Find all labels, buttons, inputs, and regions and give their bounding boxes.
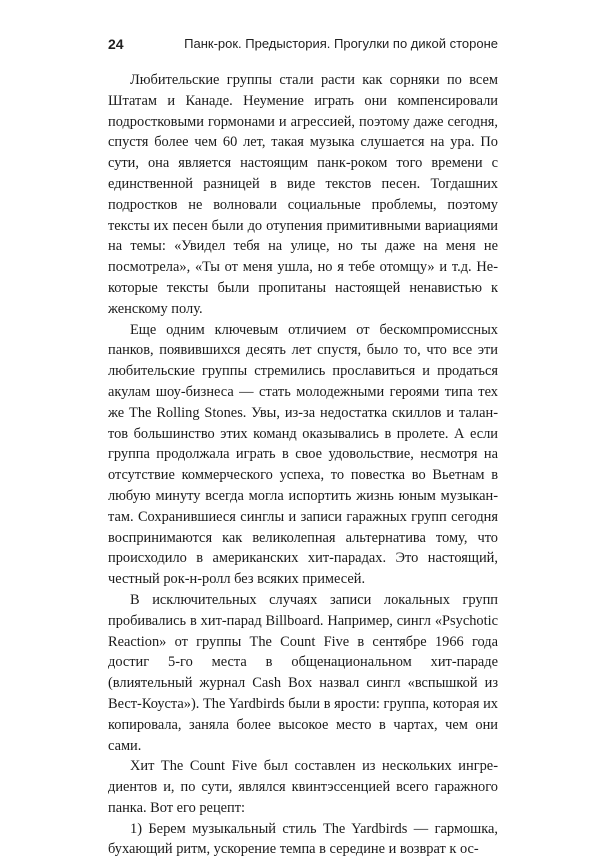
paragraph: Еще одним ключевым отличием от бескомпромиссных панков, появившихся десять лет спустя, было то, что все эти любительские группы стремились прославиться и продаться акулам шоу-бизнеса — стать молодежными героями типа тех же The Rolling Stones. Увы, из-за недостатка скиллов и талантов большинство этих команд оказывались в пролете. А если группа продолжала играть в свое удовольствие, несмотря на отсутствие коммерческого успеха, то повестка во Вьетнам в любую минуту всегда могла испортить жизнь юным музыкантам. Сохранившиеся синглы и записи гаражных групп сегодня воспринимаются как великолепная альтернатива тому, что происходило в американских хит-парадах. Это настоящий, честный рок-н-ролл без всяких примесей. <box>108 321 498 588</box>
paragraph: Любительские группы стали расти как сорняки по всем Штатам и Канаде. Неумение играть они компенсировали подростковыми гормонами и агрессией, поэтому даже сегодня, спустя более чем 60 лет, такая музыка слушается на ура. По сути, она является настоящим панк-роком того времени с единственной разницей в виде текстов песен. Тогдашних подростков не волновали социальные проблемы, поэтому тексты их песен были до отупения примитивными вариациями на темы: «Увидел тебя на улице, но ты даже на меня не посмотрела», «Ты от меня ушла, но я тебе отомщу» и т.д. Некоторые тексты были пропитаны настоящей ненавистью к женскому полу. <box>108 72 498 317</box>
page-number: 24 <box>108 36 124 52</box>
paragraph: Хит The Count Five был составлен из нескольких ингредиентов и, по сути, являлся квинтэссенцией всего гаражного панка. Вот его рецепт: <box>108 758 498 816</box>
body-text <box>108 70 498 860</box>
paragraph: В исключительных случаях записи локальных групп пробивались в хит-парад Billboard. Например, сингл «Psychotic Reaction» от группы The Count Five в сентябре 1966 года достиг 5-го места в общенациональном хит-параде (влиятельный журнал Cash Box назвал сингл «вспышкой из Вест-Коуста»). The Yardbirds были в ярости: группа, которая их копировала, заняла более высокое место в чартах, чем они сами. <box>108 591 498 754</box>
running-header <box>108 36 498 54</box>
running-title: Панк-рок. Предыстория. Прогулки по дикой стороне <box>184 36 498 51</box>
paragraph: 1) Берем музыкальный стиль The Yardbirds — гармошка, бухающий ритм, ускорение темпа в середине и возврат к ос- <box>108 820 498 858</box>
